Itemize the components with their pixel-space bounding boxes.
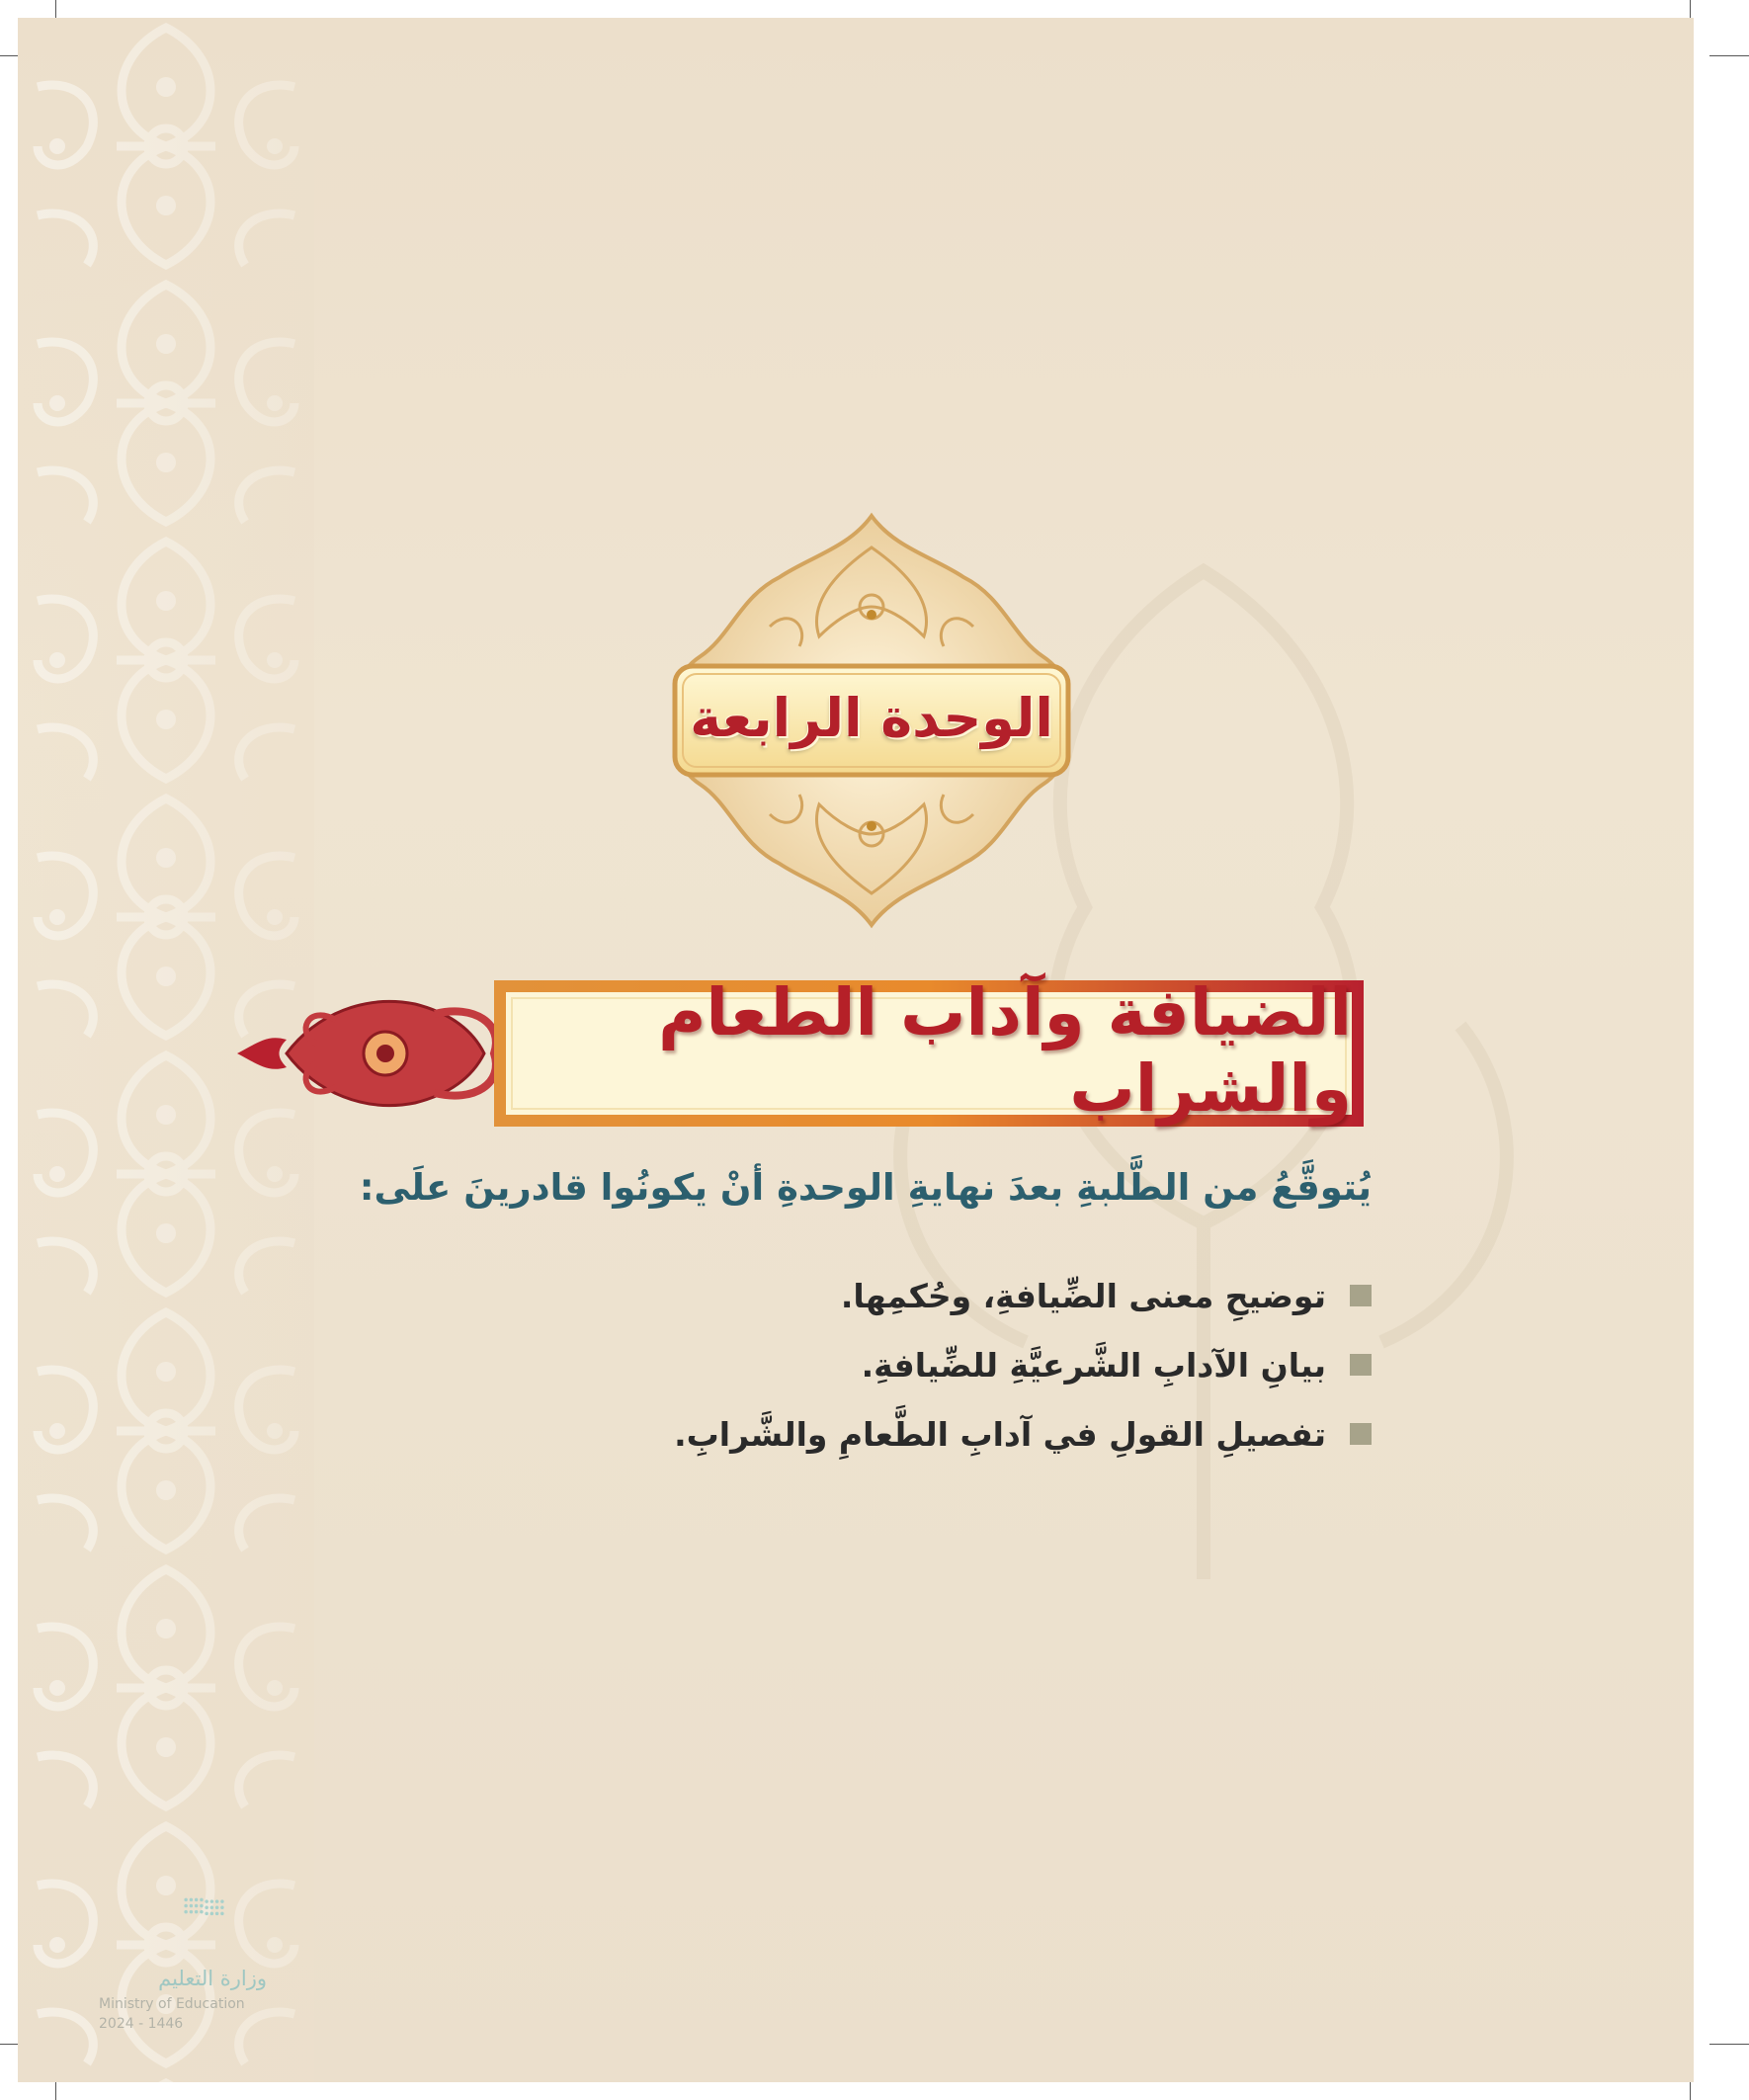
list-item	[611, 1261, 1372, 1330]
ministry-logo-icon	[95, 1895, 292, 1965]
objective-text: توضيحِ معنى الضِّيافةِ، وحُكمِها.	[840, 1276, 1326, 1315]
list-item	[611, 1399, 1372, 1469]
square-bullet-icon	[1350, 1354, 1372, 1376]
ministry-year: 2024 - 1446	[99, 2016, 184, 2032]
ministry-name-english: Ministry of Education	[99, 1996, 245, 2012]
square-bullet-icon	[1350, 1423, 1372, 1445]
ministry-name-arabic: وزارة التعليم	[158, 1967, 267, 1990]
objective-text: تفصيلِ القولِ في آدابِ الطَّعامِ والشَّرابِ.	[674, 1414, 1326, 1454]
objectives-list	[611, 1261, 1372, 1469]
square-bullet-icon	[1350, 1285, 1372, 1306]
crop-mark	[1709, 2044, 1749, 2045]
list-item	[611, 1330, 1372, 1399]
unit-label: الوحدة الرابعة	[690, 686, 1053, 749]
objectives-intro: يُتوقَّعُ من الطَّلبةِ بعدَ نهايةِ الوحدةِ أنْ يكونُوا قادرينَ علَى:	[359, 1166, 1372, 1209]
objective-text: بيانِ الآدابِ الشَّرعيَّةِ للضِّيافةِ.	[861, 1345, 1326, 1385]
page-sheet	[18, 18, 1694, 2082]
lesson-title: الضيافة وآداب الطعام والشراب	[658, 974, 1352, 1127]
crop-mark	[1709, 55, 1749, 56]
